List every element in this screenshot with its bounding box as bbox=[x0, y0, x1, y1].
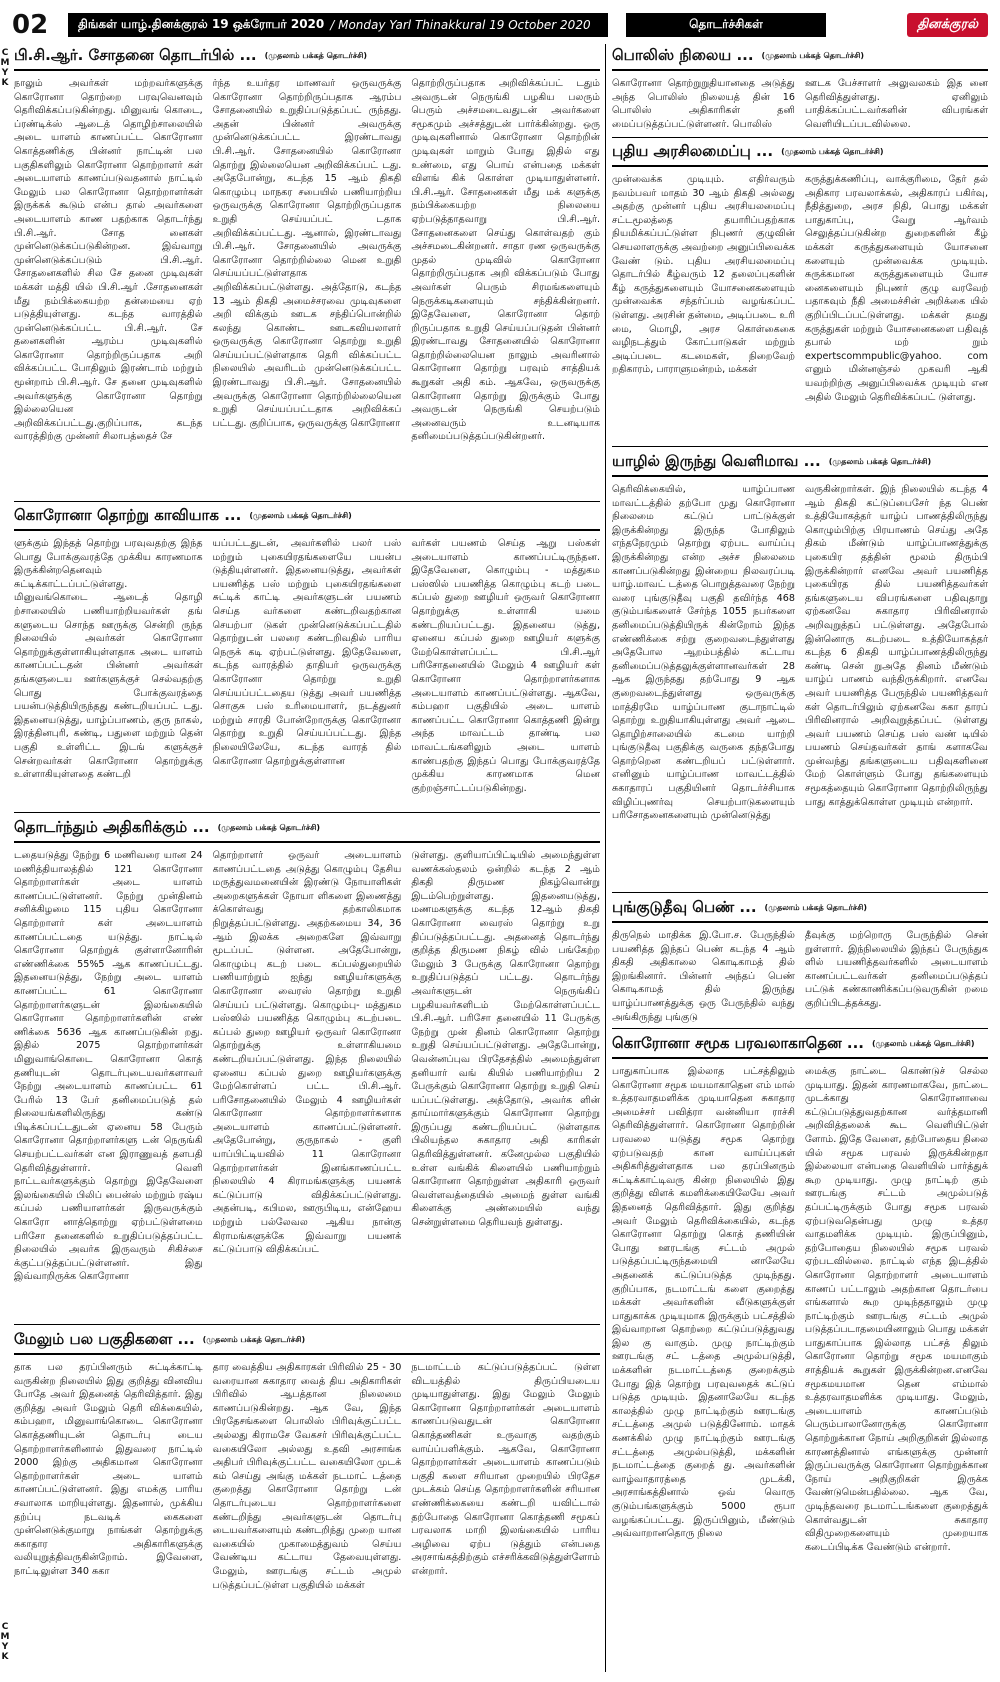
article-column: வர்கள் பயணம் செய்த ஆறு பஸ்கள் அடையாளம் காணப்பட்டிருந்தன. இதேவேளை, கொழும்பு - மத்துகம பஸ்ஸில் பயணித்த கொழும்பு கடற் படை கப்பல் துறை ஊழியர் ஒருவர் கொரோனா தொற்றுக்கு உள்ளாகி யமை கண்டறியப்பட்டது. இதனைய டுத்து, ஏனைய கப்பல் துறை ஊழியர் களுக்கு மேற்கொள்ளப்பட்ட பி.சி.ஆர் பரிசோதனையில் மேலும் 4 ஊழியர் கள் கொரோனா தொற்றாளர்களாக அடையாளம் காணப்பட்டுள்ளது. ஆகவே, கம்பஹா பகுதியில் அடை யாளம் காணப்பட்ட கொரோனா கொத்தணி இன்று அந்த மாவட்டம் தாண்டி பல மாவட்டங்களிலும் அடை யாளம் காண்பதற்கு இந்தப் பொது போக்குவரத்தே முக்கிய காரணமாக மென குற்றஞ்சாட்டப்படுகின்றது. bbox=[411, 538, 600, 794]
continued-label: (முதலாம் பக்கத் தொடர்ச்சி) bbox=[249, 511, 352, 520]
article-column: தார வைத்திய அதிகாரகள் பிரிவில் 25 - 30 வரையான சுகாதார வைத் திய அதிகாரிகள் பிரிவில் ஆபத்தான நிலைமை காணப்படுகின்றது. ஆக வே, இந்த பிரதேசங்களை பொலிஸ் பிரிவுக்குட்பட்ட அல்லது கிராமசே வேகசர் பிரிவுக்குட்பட்ட வகையிலோ அல்லது உதவி அரசாங்க அதிபர் பிரிவுக்குட்பட்ட வகையிலோ முடக் கம் செய்து அங்கு மக்கள் நடமாட் டத்தை குறைத்து கொரோனா தொற்று டன் தொடர்புடைய தொற்றாளர்களை கண்டறிந்து அவர்களுடன் தொடர்பு டையவர்களையும் கண்டறிந்து முறை யான வகையில் முகாமைத்துவம் செய்ய வேண்டிய கட்டாய தேவையுள்ளது. மேலும், ஊரடங்கு சட்டம் அமுல் படுத்தப்பட்டுள்ள பகுதியில் மக்கள் bbox=[212, 1362, 402, 1591]
article-title: புதிய அரசிலமைப்பு ... bbox=[612, 142, 774, 160]
date-english: / Monday Yarl Thinakkural 19 October 2020 bbox=[330, 18, 591, 32]
date-tamil: திங்கள் யாழ்.தினக்குரல் 19 ஒக்ரோபர் 2020 bbox=[78, 17, 325, 31]
article-rising-cases bbox=[14, 816, 600, 1322]
section-label: தொடர்ச்சிகள் bbox=[626, 13, 826, 37]
article-divider bbox=[612, 892, 988, 893]
article-jaffna bbox=[612, 450, 988, 880]
article-column: தாக பல தரப்பினரும் சுட்டிக்காட்டி வருகின்ற நிலையில் இது குறித்து வினவிய போதே அவர் இதனைத் தெரிவித்தார். இது குறித்து அவர் மேலும் தெரி விக்கையில், கம்பஹா, மினுவாங்கொடை கொரோனா கொத்தணியுடன் தொடர்பு டைய தொற்றாளர்களினால் இதுவரை நாட்டில் 2000 இற்கு அதிகமான கொரோனா தொற்றாளர்கள் அடை யாளம் காணப்பட்டுள்ளனர். இது எமக்கு பாரிய சவாலாக மாறியுள்ளது. இதனால், முக்கிய தற்ப்பு நடவடிக் கைகளை முன்னெடுக்குமாறு நாங்கள் தொற்றுக்கு சுகாதார அதிகாரிகளுக்கு வலியுறுத்திவருகின்றோம். இவேளை, நாட்டிலுள்ள 340 சுகா bbox=[14, 1362, 203, 1577]
article-column: யப்பட்டதுடன், அவர்களில் பலர் பஸ் மற்றும் புகையிரதங்களையே பயன்ப டுத்தியுள்ளனர். இதனையடுத்து, அவர்கள் பயணித்த பஸ் மற்றும் புகையிரதங்களை சுட்டிக் காட்டி அவர்களுடன் பயணம் செய்த வர்களை கண்டறிவதற்கான செயற்பா டுகள் முன்னெடுக்கப்பட்டதில் தொற்றுடன் பலரை கண்டறிவதில் பாரிய நெருக் கடி ஏற்பட்டுள்ளது. இதேவேளை, கடந்த வாரத்தில் தாதியர் ஒருவருக்கு கொரோனா தொற்று உறுதி செய்யப்பட்டதைய டுத்து அவர் பயணித்த சொகுசு பஸ் உரிமையாளர், நடத்துனர் மற்றும் சாரதி போன்றோருக்கு கொரோனா தொற்று உறுதி செய்யப்பட்டது. இந்த நிலையிலேயே, கடந்த வாரத் தில் கொரோனா தொற்றுக்குள்ளான bbox=[212, 538, 402, 767]
column-divider bbox=[605, 44, 606, 1672]
page-number: 02 bbox=[12, 10, 49, 40]
article-more-areas bbox=[14, 1328, 600, 1672]
continued-label: (முதலாம் பக்கத் தொடர்ச்சி) bbox=[781, 147, 884, 156]
article-column: டதையடுத்து நேற்று 6 மணிவரை யான 24 மணித்தியாலத்தில் 121 கொரோனா தொற்றாளர்கள் அடை யாளம் காணப்பட்டுள்ளனர். நேற்று முன்தினம் சனிக்கிழமை 115 புதிய கொரோனா தொற்றாளர் கள் அடையாளம் காணப்பட்டதை யடுத்து. நாட்டில் கொரோனா தொற்றுக் குள்ளானோரின் எண்ணிக்கை 55%5 ஆக காணப்பட்டது. இதனையடுத்து, நேற்று அடை யாளம் காணப்பட்ட 61 கொரோனா தொற்றாளர்களுடன் இலங்கையில் கொரோனா தொற்றாளர்களின் எண் ணிக்கை 5636 ஆக காணப்படுகின் றது. இதில் 2075 தொற்றாளர்கள் மினுவாங்கொடை கொரோனா கொத் தணியுடன் தொடர்புடையவர்களாவர் நேற்று அடையாளம் காணப்பட்ட 61 பேரில் 13 பேர் தனிமைப்படுத் தல் நிலையங்களிலிருந்து கண்டு பிடிக்கப்பட்டதுடன் ஏனைய 58 பேரும் கொரோனா தொற்றாளர்களு டன் நெருங்கி செயற்பட்டவர்கள் என இராணுவத் தளபதி தெரிவித்துள்ளார். வெளி நாட்டவர்களுக்கும் தொற்று இதேவேளை இலங்கையில் பிலிப் பைன்ஸ் மற்றும் ரஷ்ய கப்பல் பணியாளர்கள் இருவருக்கும் கொரோ னாத்தொற்று ஏற்பட்டுள்ளமை பரிசோ தனைகளில் உறுதிப்படுத்தப்பட்ட நிலையில் அவர்க இருவரும் சிகிச்சை க்குட்படுத்தப்பட்டுள்ளனர். இது இவ்வாறிருக்க கொரோனா bbox=[14, 850, 203, 1283]
article-title: மேலும் பல பகுதிகளை ... bbox=[14, 1330, 195, 1348]
article-column: நடமாட்டம் கட்டுப்படுத்தப்பட் டுள்ள விடயத்தில் திருப்பியடைய முடியாதுள்ளது. இது மேலும் மேலும் கொரோனா தொற்றாளர்கள் அடையாளம் காணப்படுவதுடன் கொரோனா கொத்தணிகள் உருவாகு வதற்கும் வாய்ப்பளிக்கும். ஆகவே, கொரோனா தொற்றாளர்கள் அடையாளம் காணப்படும் பகுதி களை சரியான முறையில் பிரதேச முடக்கம் செய்த தொற்றாளர்களின் சரியான எண்ணிக்கையை கண்டறி யவிட்டால் தற்போதை கொரோனா கொத்தணி சமூகப் பரவலாக மாறி இலங்கையில் பாரிய அழிவை ஏற்ப டுத்தும் என்பதை அரசாங்கத்திற்கும் எச்சரிக்கவிடுத்துள்ளோம் என்றார். bbox=[411, 1362, 600, 1577]
article-column: டுள்ளது. குளியாப்பிட்டியில் அமைந்துள்ள வணக்கஸ்தலம் ஒன்றில் கடந்த 2 ஆம் திகதி திருமண நிகழ்வொன்று இடம்பெற்றுள்ளது. இதனையடுத்து, மணமகளுக்கு கடந்த 12ஆம் திகதி கொரோனா வைரஸ் தொற்று உறு திப்படுத்தப்பட்டது. அதனைத் தொடர்ந்து குறித்த திருமண நிகழ் வில் பங்கேற்ற மேலும் 3 பேருக்கு கொரோனா தொற்று உறுதிப்படுத்தப் பட்டது. தொடர்ந்து அவர்களுடன் நெருங்கிப் பழகியவர்களிடம் மேற்கொள்ளப்பட்ட பி.சி.ஆர். பரிசோ தனையில் 11 பேருக்கு நேற்று முன் தினம் கொரோனா தொற்று உறுதி செய்யப்பட்டுள்ளது. அதேபோன்று, வென்னப்புவ பிரதேசத்தில் அமைந்துள்ள தனியார் வங் கியில் பணியாற்றிய 2 பேருக்கும் கொரோனா தொற்று உறுதி செய் யப்பட்டுள்ளது. அத்தோடு, அவர்க ளின் தாய்மார்களுக்கும் கொரோனா தொற்று இருப்பது கண்டறியப்பட் டுள்ளதாக பிலியந்தல சுகாதார அதி காரிகள் தெரிவித்துள்ளனர். கனேமுல்ல பகுதியில் உள்ள வங்கிக் கிளையில் பணியாற்றும் கொரோனா தொற்றுள்ள அதிகாரி ஒருவர் வெள்ளவத்தையில் அமைந் துள்ள வங்கி கிளைக்கு அண்மையில் வந்து சென்றுள்ளமை தெரியவந் துள்ளது. bbox=[411, 850, 600, 1229]
article-title: புங்குடுதீவு பெண் ... bbox=[612, 898, 757, 916]
article-column: ளுக்கும் இந்தத் தொற்று பரவுவதற்கு இந்த பொது போக்குவரத்தே முக்கிய காரணமாக இருக்கின்றதெனவும் சுட்டிக்காட்டப்பட்டுள்ளது. மினுவங்கொடை ஆடைத் தொழி ற்சாலையில் பணியாற்றியவர்கள் தங் களுடைய சொந்த ஊருக்கு சென்றி ருந்த நிலையில் அவர்கள் கொரோனா தொற்றுக்குள்ளாகியுள்ளதாக அடை யாளம் காணப்பட்டதன் பின்னர் அவர்கள் தங்களுடைய ஊர்களுக்குச் செல்வதற்கு பொது போக்குவரத்தை பயன்படுத்தியிருந்தது கண்டறியப்பட் டது. இதனையடுத்து, யாழ்ப்பாணம், குரு நாகல், இரத்தினபுரி, கண்டி, பதுளை மற்றும் தென் பகுதி உள்ளிட்ட இடங் களுக்குச் சென்றவர்கள் கொரோனா தொற்றுக்கு உள்ளாகியுள்ளதை கண்டறி bbox=[14, 538, 203, 781]
article-header bbox=[612, 1032, 988, 1059]
cmyk-marks-top: C M Y K bbox=[0, 48, 10, 88]
article-column: திருநெல் மாதிக்க இ.போ.ச. பேருந்தில் பயணித்த இந்தப் பெண் கடந்த 4 ஆம் திகதி அதிகாலை கொடிகாமத் தில் இறங்கினார். பின்னர் அந்தப் பெண் கொடிகாமத் தில் இருந்து யாழ்ப்பாணத்துக்கு ஒரு பேருந்தில் வந்து அங்கிருந்து புங்குடு bbox=[612, 930, 795, 1023]
newspaper-logo: தினக்குரல் bbox=[907, 13, 988, 37]
masthead bbox=[12, 10, 988, 40]
article-header bbox=[612, 450, 988, 477]
article-divider bbox=[612, 446, 988, 447]
article-divider bbox=[612, 1028, 988, 1029]
continued-label: (முதலாம் பக்கத் தொடர்ச்சி) bbox=[264, 51, 368, 60]
article-community-spread bbox=[612, 1032, 988, 1672]
article-title: கொரோனா தொற்று காவியாக ... bbox=[14, 506, 242, 524]
article-pcr bbox=[14, 44, 600, 500]
article-column: தொற்றிருப்பதாக அறிவிக்கப்பட் டதும் அவருடன் நெருங்கி பழகிய பலரும் பெரும் அச்சமடைவதுடன் அவர்களை சமூகமும் அச்சத்துடன் பார்க்கின்றது. ஒரு முடிவுகளினால் கொரோனா தொற்றின் முடிவுகள் மாறும் போது இதில் எது உண்மை, எது பொய் என்பதை மக்கள் விளங் கிக் கொள்ள முடியாதுள்ளனர். பி.சி.ஆர். சோதனைகள் மீது மக் களுக்கு நம்பிக்கையற்ற நிலையை ஏற்படுத்தாதவாறு பி.சி.ஆர். சோதனைகளை செய்து கொள்வதற் கும் அச்சமடைகின்றனர். சாதா ரண ஒருவருக்கு முதல் முடிவில் கொரோனா தொற்றிருப்பதாக அறி விக்கப்படும் போது அவர்கள் பெரும் சிரமங்களையும் நெருக்கடிகளையும் சந்திக்கின்றனர். இதேவேளை, கொரோனா தொற் றிருப்பதாக உறுதி செய்யப்படுதன் பின்னர் இரண்டாவது சோதனையில் கொரோனா தொற்றில்லையென நாலும் அவரினால் கொரோனா தொற்று பரவும் சாத்தியக் கூறுகள் அதி கம். ஆகவே, ஒருவருக்கு கொரோனா தொற்று இருக்கும் போது அவருடன் நெருங்கி செயற்படும் அனைவரும் உடனடியாக தனிமைப்படுத்தப்படுகின்றனர். bbox=[411, 78, 600, 443]
continued-label: (முதலாம் பக்கத் தொடர்ச்சி) bbox=[217, 823, 321, 832]
continued-label: (முதலாம் பக்கத் தொடர்ச்சி) bbox=[764, 903, 868, 912]
article-pungudutivu bbox=[612, 896, 988, 1026]
article-header bbox=[14, 504, 600, 531]
article-title: கொரோனா சமூக பரவலாகாதென ... bbox=[612, 1034, 864, 1052]
continued-label: (முதலாம் பக்கத் தொடர்ச்சி) bbox=[761, 51, 865, 60]
article-column: கருத்துக்கணிப்பு, வாக்குரிமை, தேர் தல் அதிகார பரவலாக்கல், அதிகாரப் பகிர்வு, நீதித்துறை, அரச நிதி, பொது மக்கள் பாதுகாப்பு, வேறு ஆர்வம் செலுத்தப்படுகின்ற துறைகளின் கீழ் மக்கள் கருத்துகளையும் யோசனை களையும் முன்வைக்க முடியும். சுருக்கமான கருத்துகளையும் யோச னைகளையும் நிபுணர் குழு வரவேற் பதாகவும் நீதி அமைச்சின் அறிக்கை யில் குறிப்பிடப்பட்டுள்ளது. மக்கள் தமது கருத்துகள் மற்றும் யோசனைகளை பதிவுத் தபால் மற் றும் expertscommpublic@yahoo. com எனும் மின்னஞ்சல் முகவரி ஆகி யவற்றிற்கு அனுப்பிவைக்க முடியும் என அதில் மேலும் தெரிவிக்கப்பட் டுள்ளது. bbox=[805, 174, 988, 403]
article-header bbox=[612, 140, 988, 167]
article-title: பொலிஸ் நிலைய ... bbox=[612, 46, 754, 64]
article-header bbox=[612, 44, 988, 71]
article-header bbox=[14, 1328, 600, 1355]
cmyk-marks-bottom: C M Y K bbox=[0, 1622, 10, 1662]
article-divider bbox=[14, 1324, 600, 1325]
article-column: கொரோனா தொற்றுறுதியானதை அடுத்து அந்த பொலிஸ் நிலையத் தின் 16 பொலிஸ் அதிகாரிகள் தனி மைப்படுத்தப்பட்டுள்ளனர். பொலிஸ் bbox=[612, 78, 795, 130]
article-column: மைக்கு நாட்டை கொண்டுச் செல்ல முடியாது. இதன் காரணமாகவே, நாட்டை முடக்காது கொரோனாவை கட்டுப்படுத்துவதற்கான வர்த்தமானி அறிவித்தலைக் கூட வெளியிட்டுள் ளோம். இதே வேளை, தற்போதைய நிலை யில் சமூக பரவல் இருக்கின்றதா இல்லையா என்பதை வெளியில் பார்த்துக் கூற முடியாது. முழு நாட்டிற் கும் ஊரடங்கு சட்டம் அமுல்படுத் தப்பட்டிருக்கும் போது சமூக பரவல் ஏற்படுவதென்பது முழு உத்தர வாதமளிக்க முடியும். இருப்பினும், தற்போதைய நிலையில் சமூக பரவல் ஏற்படவில்லை. நாட்டில் எந்த இடத்தில் கொரோனா தொற்றாளர் அடையாளம் காணப் பட்டாலும் அதற்கான தொடர்பை எங்களால் கூற முடிந்ததாலும் முழு நாட்டிற்கும் ஊரடங்கு சட்டம் அமுல் படுத்தப்படாதமையினாலும் பொது மக்கள் பாதுகாப்பாக இல்லாத பட்சத் திலும் கொரோனா தொற்று சமூக மயமாகும் சாத்தியக் கூறுகள் இருக்கின்றன.எனவே சமூகமயமான தென எம்மால் உத்தரவாதமளிக்க முடியாது. மேலும், அடையாளம் காணப்படும் பெரும்பாலானோருக்கு கொரோனா தொற்றுக்கான நோய் அறிகுறிகள் இல்லாத காரணத்தினால் எங்களுக்கு முன்னர் இருப்பவருக்கு கொரோனா தொற்றுக்கான நோய் அறிகுறிகள் இருக்க வேண்டுமென்பதில்லை. ஆக வே, முடிந்தவரை நடமாட்டங்களை குறைத்துக் கொள்வதுடன் சுகாதார விதிமுறைகளையும் முறையாக கடைப்பிடிக்க வேண்டும் என்றார். bbox=[805, 1066, 988, 1553]
continued-label: (முதலாம் பக்கத் தொடர்ச்சி) bbox=[828, 457, 932, 466]
article-transport bbox=[14, 504, 600, 810]
article-divider bbox=[14, 501, 600, 502]
continued-label: (முதலாம் பக்கத் தொடர்ச்சி) bbox=[871, 1039, 975, 1048]
article-header bbox=[612, 896, 988, 923]
article-column: தீவுக்கு மற்றொரு பேருந்தில் சென் றுள்ளார். இந்நிலையில் இந்தப் பேருந்துக ளில் பயணித்தவர்களில் அடையாளம் காணப்பட்டவர்கள் தனிமைப்படுத்தப் பட்டுக் கண்காணிக்கப்படுவருகின் றமை குறிப்பிடத்தக்கது. bbox=[805, 930, 988, 1009]
continued-label: (முதலாம் பக்கத் தொடர்ச்சி) bbox=[202, 1335, 306, 1344]
article-constitution bbox=[612, 140, 988, 440]
article-title: யாழில் இருந்து வெளிமாவ ... bbox=[612, 452, 821, 470]
article-header bbox=[14, 816, 600, 843]
date-bar bbox=[68, 13, 608, 37]
article-column: தொற்றாளர் ஒருவர் அடையாளம் காணப்பட்டதை அடுத்து கொழும்பு தேசிய மருத்துவமனையின் இரண்டு நோயாளிகள் அறைகளுக்கள் நோயா ளிகளை இணைத்து க்கொள்வது தற்காலிகமாக நிறுத்தப்பட்டுள்ளது. அதற்கமைய 34, 36 ஆம் இலக்க அறைகளே இவ்வாறு மூடப்பட் டுள்ளன. அதேபோன்று, கொழும்பு கடற் படை கப்பல்துறையில் பணியாற்றும் ஐந்து ஊழியர்களுக்கு கொரோனா வைரஸ் தொற்று உறுதி செய்யப் பட்டுள்ளது. கொழும்பு- மத்துகம பஸ்ஸில் பயணித்த கொழும்பு கடற்படை கப்பல் துறை ஊழியர் ஒருவர் கொரோனா தொற்றுக்கு உள்ளாகியமை கண்டறியப்பட்டுள்ளது. இந்த நிலையில் ஏனைய கப்பல் துறை ஊழியர்களுக்கு மேற்கொள்ளப் பட்ட பி.சி.ஆர். பரிசோதனையில் மேலும் 4 ஊழியர்கள் கொரோனா தொற்றாளர்களாக அடையாளம் காணப்பட்டுள்ளனர். அதேபோன்று, குருநாகல் - குளி யாப்பிட்டியவில் 11 கொரோனா தொற்றாளர்கள் இனங்காணப்பட்ட நிலையில் 4 கிராமங்களுக்கு பயணக் கட்டுப்பாடு விதிக்கப்பட்டுள்ளது. அதன்படி, கபிமல, ஊருபிடிய, என்ஹேய மற்றும் பல்லேவல ஆகிய நான்கு கிராமங்களுக்கே இவ்வாறு பயணக் கட்டுப்பாடு விதிக்கப்பட் bbox=[212, 850, 402, 1256]
article-header bbox=[14, 44, 600, 71]
article-column: வருகின்றார்கள். இந் நிலையில் கடந்த 4 ஆம் திகதி கட்டுப்பைசேர் ந்த பெண் உத்தியோகத்தர் யாழ்ப் பாணத்திலிருந்து கொழும்பிற்கு பிரயாணம் செய்து அதே திகம் மீண்டும் யாழ்ப்பாணத்துக்கு புகையிர தத்தின் மூலம் திரும்பி இருக்கின்றார் எனவே அவர் பயணித்த புகையிரத தில் பயணித்தவர்கள் தங்களுடைய விபரங்களை பதிவுதாறு ஏற்கனவே சுகாதார பிரிவினரால் அறிவுறுத்தப் பட்டுள்ளது. அதேபோல் இன்னொரு கடற்படை உத்தியோகத்தர் கடந்த 6 திகதி யாழ்ப்பாணத்திலிருந்து கண்டி சென் றுஅதே தினம் மீண்டும் யாழ்ப் பாணம் வந்திருக்கிறார். எனவே அவர் பயணித்த பேருந்தில் பயணித்தவர் கள் தொடர்பிலும் ஏற்கனவே சுகா தாரப் பிரிவினரால் அறிவுறுத்தப்பட் டுள்ளது அவர் பயணம் செய்த பஸ் வண் டியில் பயணம் செய்தவர்கள் தாங் களாகவே முன்வந்து தங்களுடைய பதிவுகளினை மேற் கொள்ளும் போது தங்களையும் சமூகத்தையும் கொரோனா தொற்றிலிருந்து பாது காத்துக்கொள்ள முடியும் என்றார். bbox=[805, 484, 988, 808]
article-divider bbox=[612, 137, 988, 138]
article-column: ஊடக பேச்சாளர் அலுவலகம் இத னை தெரிவித்துள்ளது. ஏனிலும் பாதிக்கப்பட்டவர்களின் விபரங்கள் வெளியிடப்படவில்லை. bbox=[805, 78, 988, 130]
article-column: நாலும் அவர்கள் மற்றவர்களுக்கு கொரோனா தொற்றை பரவுவெனவும் தெரிவிக்கப்படுகின்றது. மினுவங் கொடை, ப்ரண்டிக்ஸ் ஆடைத் தொழிற்சாலையில் அடை யாளம் காணப்பட்ட கொரோனா கொத்தணிக்கு பின்னர் நாட்டின் பல பகுதிகளிலும் கொரோனா தொற்றாளர் கள் அடையாளம் காணப்படுவதனால் நாட்டில் மேலும் பல கொரோனா தொற்றாளர்கள் இருக்கக் கூடும் என்ப தால் அவர்களை அடையாளம் காண பதற்காக தொடர்ந்து பி.சி.ஆர். சோத னைகள் முன்னெடுக்கப்படுகின்றன. இவ்வாறு முன்னெடுக்கப்படும் பி.சி.ஆர். சோதனைகளில் சில சே தனை முடிவுகள் மக்கள் மத்தி யில் பி.சி.ஆர் .சோதனைகள் மீது நம்பிக்கையற்ற தன்மையை ஏற் படுத்தியுள்ளது. கடந்த வாரத்தில் முன்னெடுக்கப்பட்ட பி.சி.ஆர். சே தனைகளின் ஆரம்ப முடிவுகளில் கொரோனா தொற்றிருப்பதாக அறி விக்கப்பட்ட போதிலும் இரண்டாம் மற்றும் மூன்றாம் பி.சி.ஆர். சே தனை முடிவுகளில் அவர்களுக்கு கொரோனா தொற்று இல்லையென அறிவிக்கப்பட்டது.குறிப்பாக, கடந்த வாரத்திற்கு முன்னர் சிலாபத்தைச் சே bbox=[14, 78, 203, 443]
article-column: முன்வைக்க முடியும். எதிர்வரும் நவம்பவர் மாதம் 30 ஆம் திகதி அல்லது அதற்கு முன்னர் புதிய அரசியலமைப்பு சட்டமூலத்தை தயாரிப்பதற்காக நியமிக்கப்பட்டுள்ள நிபுணர் குழுவின் செயலாளருக்கு அவற்றை அனுப்பிவைக்க வேண் டும். புதிய அரசியலமைப்பு தொடர்பில் கீழ்வரும் 12 தலைப்புகளின் கீழ் கருத்துகளையும் யோசனைகளையும் முன்வைக்க சந்தர்ப்பம் வழங்கப்பட் டுள்ளது. அரசின் தன்மை, அடிப்படை உரி மை, மொழி, அரச கொள்கைகை வழிநடத்தும் கோட்பாடுகள் மற்றும் அடிப்படை கடமைகள், நிறைவேற் றதிகாரம், பாராளுமன்றம், மக்கள் bbox=[612, 174, 795, 376]
article-divider bbox=[14, 812, 600, 813]
article-column: ர்ந்த உயர்தர மாணவர் ஒருவருக்கு கொரோனா தொற்றிருப்பதாக ஆரம்ப சோதனையில் உறுதிப்படுத்தப்பட் ருந்தது. அதன் பின்னர் அவருக்கு முன்னெடுக்கப்பட்ட இரண்டாவது பி.சி.ஆர். சோதனையில் கொரோனா தொற்று இல்லையென அறிவிக்கப்பட் டது. அதேபோன்று, கடந்த 15 ஆம் திகதி கொழும்பு மாநகர சபையில் பணியாற்றிய ஒருவருக்கு கொரோனா தொற்றிருப்பதாக உறுதி செய்யப்பட் டதாக அறிவிக்கப்பட்டது. ஆனால், இரண்டாவது பி.சி.ஆர். சோதனையில் அவருக்கு கொரோனா தொற்றில்லை மென உறுதி செய்யப்பட்டுள்ளதாக அறிவிக்கப்பட்டுள்ளது. அத்தோடு, கடந்த 13 ஆம் திகதி அமைச்சரவை முடிவுகளை அறி விக்கும் ஊடக சந்திப்பொன்றில் கலந்து கொண்ட ஊடகவியலாளர் ஒருவருக்கு கொரோனா தொற்று உறுதி செய்யப்பட்டுள்ளதாக தெரி விக்கப்பட்ட நிலையில் அவரிடம் முன்னெடுக்கப்பட்ட இரண்டாவது பி.சி.ஆர். சோதனையில் அவருக்கு கொரோனா தொற்றில்லையென உறுதி செய்யப்பட்டதாக அறிவிக்கப் பட்டது. குறிப்பாக, ஒருவருக்கு கொரோனா bbox=[212, 78, 402, 429]
article-column: பாதுகாப்பாக இல்லாத பட்சத்திலும் கொரோனா சமூக மயமாகாதென எம் மால் உத்தரவாதமளிக்க முடியாதென சுகாதார அமைச்சர் பவித்ரா வன்னியா ராச்சி தெரிவித்துள்ளார். கொரோனா தொற்றின் பரவலை யடுத்து சமூக தொற்று ஏற்படுவதற் கான வாய்ப்புகள் அதிகரித்துள்ளதாக பல தரப்பினரும் சுட்டிக்காட்டிவரு கின்ற நிலையில் இது குறித்து விளக் கமளிக்கையிலேயே அவர் இதனைத் தெரிவித்தார். இது குறித்து அவர் மேலும் தெரிவிக்கையில், கடந்த கொரோனா தொற்று கொத் தணியின் போது ஊரடங்கு சட்டம் அமுல் படுத்தப்பட்டிருந்தமையி னாலேயே அதனைக் கட்டுப்படுத்த முடிந்தது. குறிப்பாக, நடமாட்டங் களை குறைத்து மக்கள் அவர்களின் வீடுகளுக்குள் பாதுகாக்க முடியுமாக இருக்கும் பட்சத்தில் இவ்வாறான தொற்றை கட்டுப்படுத்துவது இல கு வாகும். முழு நாட்டிற்கும் ஊரடங்கு சட் டத்தை அமுல்படுத்தி, மக்களின் நடமாட்டத்தை குறைக்கும் போது இத் தொற்று பரவுவதைக் கட்டுப் படுத்த முடியும். இதனாலேயே கடந்த காலத்தில் முழு நாட்டிற்கும் ஊரடங்கு சட்டத்தை அமுல் படுத்தினோம். மாதக் கணக்கில் முழு நாட்டிற்கும் ஊரடங்கு சட்டத்தை அமுல்படுத்தி, மக்களின் நடமாட்டத்தை குறைத் து. அவர்களின் வாழ்வாதாரத்தை முடக்கி, அரசாங்கத்தினால் ஒவ் வொரு குடும்பங்களுக்கும் 5000 ரூபா வழங்கப்பட்டது. இருப்பினும், மீண்டும் அவ்வாறானதொரு நிலை bbox=[612, 1066, 795, 1540]
article-column: தெரிவிக்கையில், யாழ்ப்பாண மாவட்டத்தில் தற்போ முது கொரோனா நிலைமை கட்டுப் பாட்டுக்குள் இருக்கின்றது இருந்த போதிலும் எந்தநேரமும் தொற்று ஏற்பட வாய்ப்பு இருக்கின்றது என்ற அச்ச நிலைமை காணப்படுகின்றது இன்றைய நிலவரப்படி யாழ்.மாவட் டத்தை பொறுத்தவரை நேற்று வரை புங்குடுதீவு பகுதி தவிர்ந்த 468 குடும்பங்களைச் சேர்ந்த 1055 நபர்களை தனிமைப்படுத்தியிருக் கின்றோம் இந்த எண்ணிக்கை சற்று குறைவடைந்துள்ளது அதேபோல ஆறம்பத்தில் கட்டாய தனிமைப்படுத்தலுக்குள்ளானவர்கள் 28 ஆக இருந்தது தற்போது 9 ஆக குறைவடைந்துள்ளது ஒருவருக்கு மாத்திரமே யாழ்ப்பாண குடாநாட்டில் தொற்று உறுதியாகியுள்ளது அவர் ஆடை தொழிற்சாலையில் கடமை யாற்றி புங்குடுதீவு பகுதிக்கு வருகை தந்தபோது தொற்றென கண்டறியப் பட்டுள்ளார். எனினும் யாழ்ப்பாண மாவட்டத்தில் சுகாதாரப் பகுதியினர் தொடர்ச்சியாக விழிப்புணர்வு செயற்பாடுகளையும் பரிசோதனைகளையும் முன்னெடுத்து bbox=[612, 484, 795, 822]
article-title: பி.சி.ஆர். சோதனை தொடர்பில் ... bbox=[14, 46, 257, 64]
article-title: தொடர்ந்தும் அதிகரிக்கும் ... bbox=[14, 818, 210, 836]
